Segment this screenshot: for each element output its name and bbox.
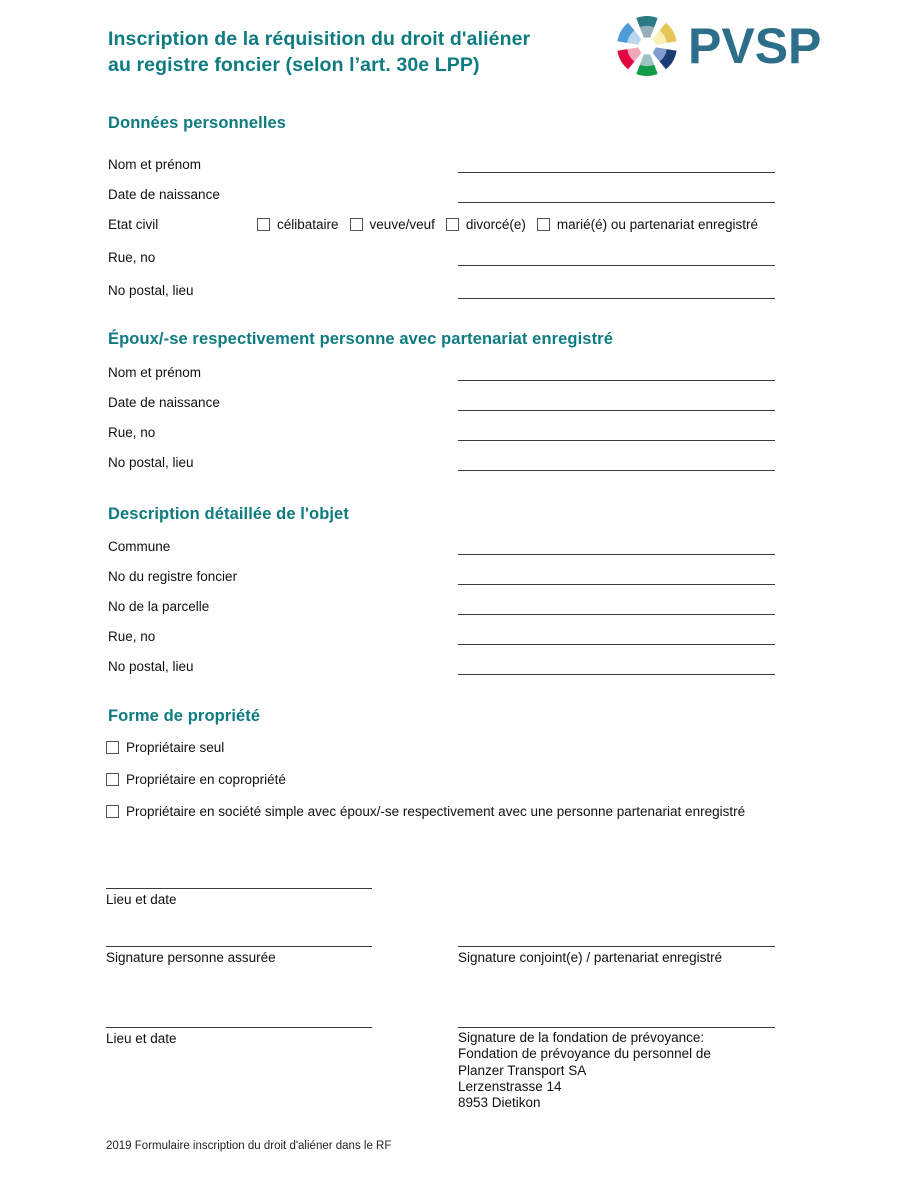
field-label: Date de naissance xyxy=(108,187,220,202)
signature-line-lieu-date-2[interactable] xyxy=(106,1012,372,1028)
foundation-line: Planzer Transport SA xyxy=(458,1062,587,1078)
signature-line-fondation[interactable] xyxy=(458,1012,775,1028)
pvsp-logo xyxy=(615,14,821,78)
signature-label: Lieu et date xyxy=(106,892,177,907)
ownership-option-copropriete xyxy=(106,771,796,788)
form-row-objet-no-postal-lieu xyxy=(108,658,775,675)
field-label: Commune xyxy=(108,539,171,554)
signature-block-personne-assuree xyxy=(106,931,372,966)
signature-block-conjoint xyxy=(458,931,775,966)
signature-block-lieu-date-2 xyxy=(106,1012,372,1047)
checkbox-label: Propriétaire en société simple avec époux/-se respectivement avec une personne partenariat enregistré xyxy=(126,804,746,819)
form-row-epoux-no-postal-lieu xyxy=(108,454,775,471)
checkbox-label: Propriétaire en copropriété xyxy=(126,772,286,787)
input-line-rue-no[interactable] xyxy=(458,250,775,266)
form-row-epoux-date-naissance xyxy=(108,394,775,411)
checkbox-label: marié(é) ou partenariat enregistré xyxy=(556,217,758,232)
checkbox-label: divorcé(e) xyxy=(465,217,526,232)
signature-line-conjoint[interactable] xyxy=(458,931,775,947)
field-label: No postal, lieu xyxy=(108,455,194,470)
section-heading-description-objet: Description détaillée de l'objet xyxy=(108,505,349,523)
form-row-no-postal-lieu xyxy=(108,282,775,299)
signature-line-lieu-date-1[interactable] xyxy=(106,873,372,889)
checkbox-divorce[interactable] xyxy=(446,218,459,231)
pvsp-pinwheel-icon xyxy=(615,14,679,78)
field-label: No postal, lieu xyxy=(108,283,194,298)
form-row-parcelle xyxy=(108,598,775,615)
field-label: Etat civil xyxy=(108,217,159,232)
form-row-commune xyxy=(108,538,775,555)
input-line-epoux-no-postal-lieu[interactable] xyxy=(458,455,775,471)
signature-block-lieu-date-1 xyxy=(106,873,372,908)
checkbox-label: célibataire xyxy=(277,217,339,232)
field-label: No de la parcelle xyxy=(108,599,210,614)
input-line-registre-foncier[interactable] xyxy=(458,569,775,585)
input-line-no-postal-lieu[interactable] xyxy=(458,283,775,299)
field-label: Rue, no xyxy=(108,629,156,644)
checkbox-celibataire[interactable] xyxy=(257,218,270,231)
ownership-option-societe-simple xyxy=(106,803,796,820)
input-line-commune[interactable] xyxy=(458,539,775,555)
input-line-objet-no-postal-lieu[interactable] xyxy=(458,659,775,675)
section-heading-forme-propriete: Forme de propriété xyxy=(108,707,261,725)
signature-line-personne-assuree[interactable] xyxy=(106,931,372,947)
foundation-line: Fondation de prévoyance du personnel de xyxy=(458,1046,711,1062)
signature-label: Signature personne assurée xyxy=(106,950,276,965)
field-label: Nom et prénom xyxy=(108,365,202,380)
field-label: Date de naissance xyxy=(108,395,220,410)
page-title xyxy=(108,26,530,78)
input-line-nom-prenom[interactable] xyxy=(458,157,775,173)
input-line-date-naissance[interactable] xyxy=(458,187,775,203)
checkbox-marie-partenariat[interactable] xyxy=(537,218,550,231)
page-title-line1: Inscription de la réquisition du droit d'aliéner xyxy=(108,28,531,50)
form-row-epoux-rue-no xyxy=(108,424,775,441)
form-row-etat-civil xyxy=(108,216,775,233)
input-line-objet-rue-no[interactable] xyxy=(458,629,775,645)
marital-option-veuve-veuf xyxy=(350,216,435,233)
form-row-nom-prenom xyxy=(108,156,775,173)
marital-option-celibataire xyxy=(257,216,339,233)
form-row-registre-foncier xyxy=(108,568,775,585)
form-row-objet-rue-no xyxy=(108,628,775,645)
page-title-line2: au registre foncier (selon l’art. 30e LPP) xyxy=(108,54,480,76)
form-row-epoux-nom-prenom xyxy=(108,364,775,381)
signature-label: Lieu et date xyxy=(106,1031,177,1046)
section-heading-epoux: Époux/-se respectivement personne avec partenariat enregistré xyxy=(108,330,613,348)
marital-option-divorce xyxy=(446,216,526,233)
foundation-line: 8953 Dietikon xyxy=(458,1095,541,1111)
field-label: No du registre foncier xyxy=(108,569,238,584)
ownership-option-seul xyxy=(106,739,796,756)
form-row-rue-no xyxy=(108,249,775,266)
signature-block-fondation xyxy=(458,1012,775,1111)
pvsp-wordmark: PVSP xyxy=(688,18,822,74)
field-label: No postal, lieu xyxy=(108,659,194,674)
foundation-address xyxy=(458,1030,775,1111)
field-label: Nom et prénom xyxy=(108,157,202,172)
foundation-line: Signature de la fondation de prévoyance: xyxy=(458,1030,705,1045)
form-row-date-naissance xyxy=(108,186,775,203)
field-label: Rue, no xyxy=(108,425,156,440)
input-line-epoux-rue-no[interactable] xyxy=(458,425,775,441)
section-heading-donnees-personnelles: Données personnelles xyxy=(108,114,287,132)
input-line-epoux-date-naissance[interactable] xyxy=(458,395,775,411)
checkbox-veuve-veuf[interactable] xyxy=(350,218,363,231)
checkbox-label: veuve/veuf xyxy=(369,217,435,232)
signature-label: Signature conjoint(e) / partenariat enregistré xyxy=(458,950,723,965)
checkbox-proprietaire-copropriete[interactable] xyxy=(106,773,119,786)
checkbox-proprietaire-societe-simple[interactable] xyxy=(106,805,119,818)
foundation-line: Lerzenstrasse 14 xyxy=(458,1078,562,1094)
marital-option-marie-partenariat xyxy=(537,216,758,233)
document-footer: 2019 Formulaire inscription du droit d'aliéner dans le RF xyxy=(106,1140,392,1152)
input-line-parcelle[interactable] xyxy=(458,599,775,615)
checkbox-label: Propriétaire seul xyxy=(126,740,225,755)
field-label: Rue, no xyxy=(108,250,156,265)
checkbox-proprietaire-seul[interactable] xyxy=(106,741,119,754)
input-line-epoux-nom-prenom[interactable] xyxy=(458,365,775,381)
